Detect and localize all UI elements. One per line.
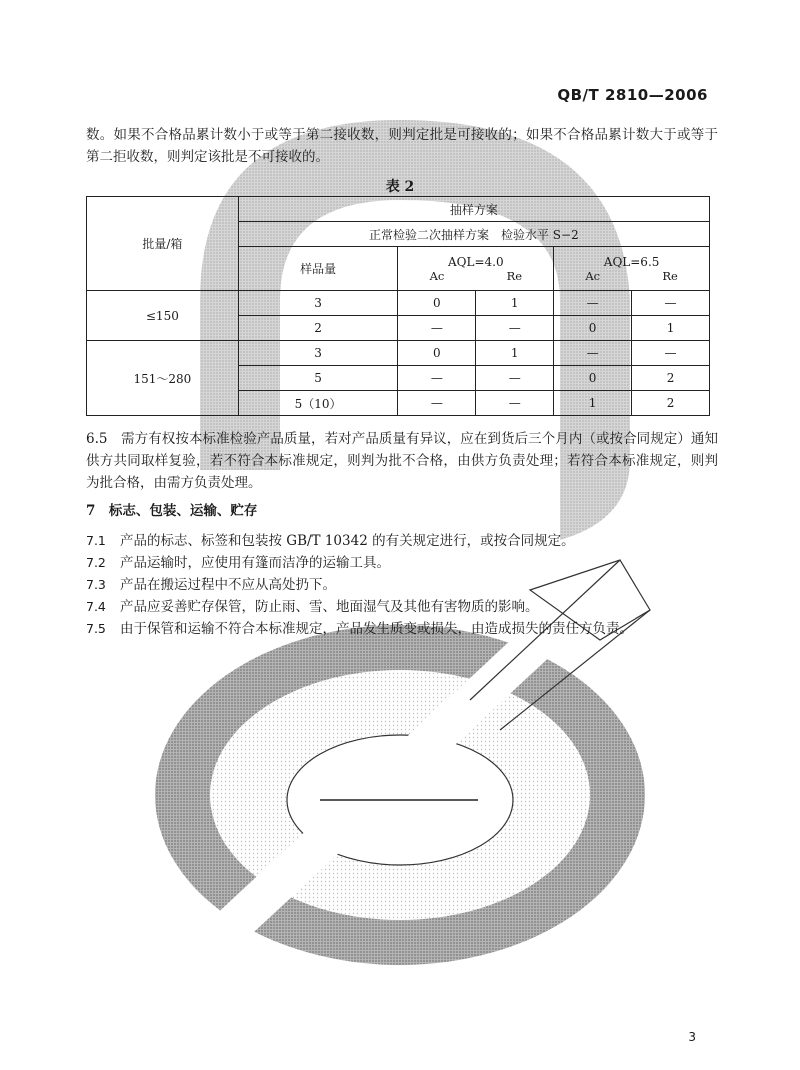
re1-cell: — <box>476 316 554 341</box>
item-number: 7.2 <box>86 555 106 570</box>
header-aql2 <box>554 247 710 291</box>
ac1-cell: — <box>398 366 476 391</box>
ac-label: Ac <box>429 268 445 283</box>
table-header-row <box>87 197 710 222</box>
table-row <box>87 341 710 366</box>
item-number: 7.1 <box>86 533 106 548</box>
re-label: Re <box>662 268 678 283</box>
list-item <box>86 552 718 574</box>
ac2-cell: — <box>554 291 632 316</box>
re-label: Re <box>506 268 523 283</box>
header-plan-sub: 正常检验二次抽样方案 检验水平 S−2 <box>238 222 709 247</box>
table-row <box>87 291 710 316</box>
item-text: 产品的标志、标签和包装按 GB/T 10342 的有关规定进行，或按合同规定。 <box>120 533 575 549</box>
section-7-heading: 7 标志、包装、运输、贮存 <box>86 503 258 519</box>
ac2-cell: — <box>554 341 632 366</box>
item-number: 7.5 <box>86 621 106 636</box>
item-number: 7.3 <box>86 577 106 592</box>
re1-cell: — <box>476 366 554 391</box>
sample-cell: 3 <box>238 291 398 316</box>
header-plan: 抽样方案 <box>238 197 709 222</box>
ac-label: Ac <box>585 268 601 283</box>
ac1-cell: — <box>398 391 476 416</box>
lot-cell: ≤150 <box>87 291 239 341</box>
list-item <box>86 618 718 640</box>
table-title: 表 2 <box>385 179 415 195</box>
re1-cell: 1 <box>476 341 554 366</box>
re2-cell: — <box>632 341 710 366</box>
list-item <box>86 574 718 596</box>
sample-cell: 5（10） <box>238 391 398 416</box>
ac1-cell: — <box>398 316 476 341</box>
sampling-plan-table <box>86 196 710 416</box>
sample-cell: 2 <box>238 316 398 341</box>
re2-cell: 2 <box>632 366 710 391</box>
page-number: 3 <box>688 1030 696 1044</box>
item-text: 由于保管和运输不符合本标准规定，产品发生质变或损失，由造成损失的责任方负责。 <box>120 621 633 637</box>
clause-6-5: 6.5 需方有权按本标准检验产品质量，若对产品质量有异议，应在到货后三个月内（或按合同规定）通知供方共同取样复验，若不符合本标准规定，则判为批不合格，由供方负责处理；若符合本标准规定，则判为批合格，由需方负责处理。 <box>86 431 718 491</box>
item-text: 产品运输时，应使用有篷而洁净的运输工具。 <box>120 555 390 571</box>
ac2-cell: 0 <box>554 366 632 391</box>
item-text: 产品应妥善贮存保管，防止雨、雪、地面湿气及其他有害物质的影响。 <box>120 599 539 615</box>
ac2-cell: 0 <box>554 316 632 341</box>
intro-paragraph: 数。如果不合格品累计数小于或等于第二接收数，则判定批是可接收的；如果不合格品累计数大于或等于第二拒收数，则判定该批是不可接收的。 <box>86 127 718 165</box>
list-item <box>86 530 718 552</box>
header-lot: 批量/箱 <box>87 197 239 291</box>
ac2-cell: 1 <box>554 391 632 416</box>
ac1-cell: 0 <box>398 291 476 316</box>
header-aql1 <box>398 247 554 291</box>
re2-cell: 1 <box>632 316 710 341</box>
header-sample: 样品量 <box>238 247 398 291</box>
aql1-label: AQL=4.0 <box>448 254 504 269</box>
re1-cell: 1 <box>476 291 554 316</box>
lot-cell: 151～280 <box>87 341 239 416</box>
item-text: 产品在搬运过程中不应从高处扔下。 <box>120 577 336 593</box>
re2-cell: 2 <box>632 391 710 416</box>
item-number: 7.4 <box>86 599 106 614</box>
standard-code: QB/T 2810—2006 <box>557 86 708 104</box>
ac1-cell: 0 <box>398 341 476 366</box>
sample-cell: 5 <box>238 366 398 391</box>
list-item <box>86 596 718 618</box>
re2-cell: — <box>632 291 710 316</box>
sample-cell: 3 <box>238 341 398 366</box>
aql2-label: AQL=6.5 <box>603 254 660 269</box>
re1-cell: — <box>476 391 554 416</box>
